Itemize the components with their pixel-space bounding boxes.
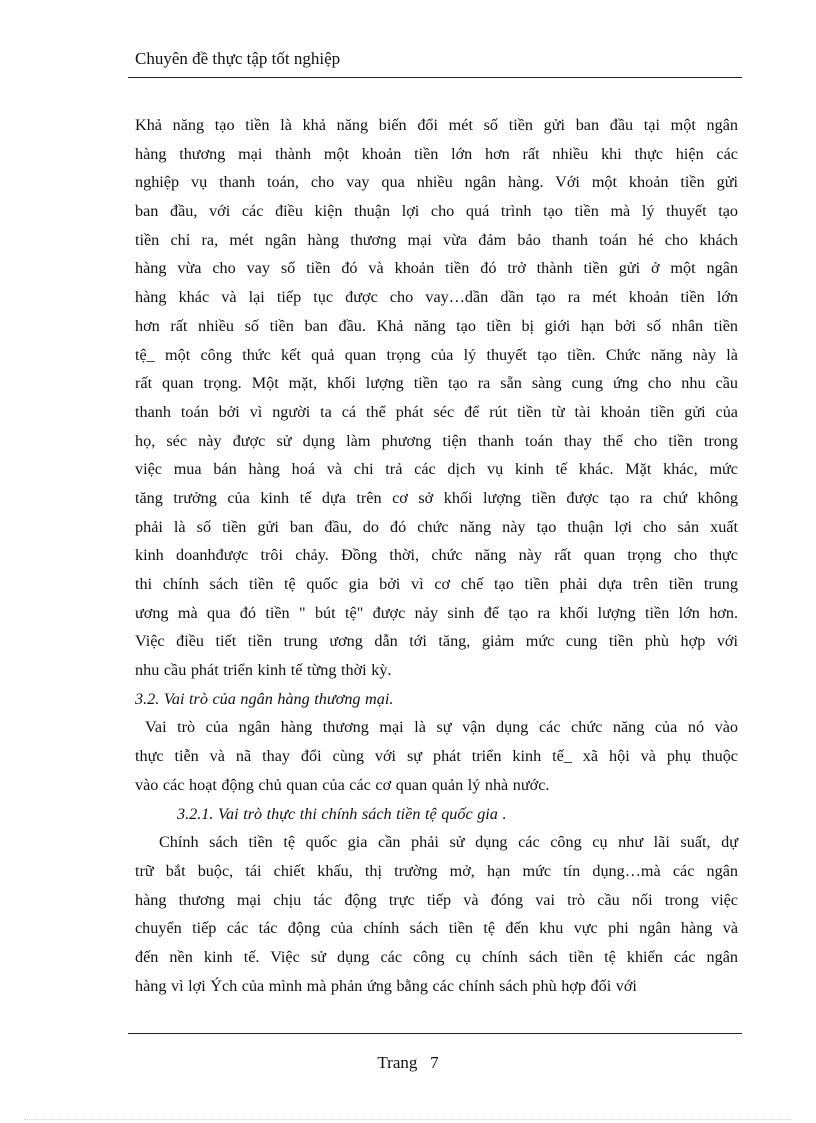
subsection-heading: 3.2.1. Vai trò thực thi chính sách tiền tệ quốc gia . [177,804,507,823]
page-bottom-edge [24,1119,792,1120]
page-number: 7 [430,1053,439,1072]
text-line: hàng khác và lại tiếp tục được cho vay…dần dần tạo ra mét khoản tiền lớn [135,288,738,307]
text-line: đến nền kinh tế. Việc sử dụng các công cụ chính sách tiền tệ khiến các ngân [135,947,738,966]
text-line: vào các hoạt động chủ quan của các cơ quan quản lý nhà nước. [135,775,550,794]
text-line: hàng vì lợi Ých của mình mà phản ứng bằng các chính sách phù hợp đối với [135,976,637,995]
footer-divider [128,1033,742,1034]
text-line: thi chính sách tiền tệ quốc gia bởi vì cơ chế tạo tiền phải dựa trên tiền trung [135,575,738,593]
text-line: thực tiễn và nã thay đổi cùng với sự phát triển kinh tế_ xã hội và phụ thuộc [135,747,738,766]
text-line: Chính sách tiền tệ quốc gia cần phải sử dụng các công cụ như lãi suất, dự [159,833,738,852]
text-line: nghiệp vụ thanh toán, cho vay qua nhiều ngân hàng. Với một khoản tiền gửi [135,173,738,192]
page-header-title: Chuyên đề thực tập tốt nghiệp [135,49,341,68]
text-line: ương mà qua đó tiền " bút tệ" được nảy sinh để tạo ra khối lượng tiền lớn hơn. [135,603,738,622]
text-line: kinh doanhđược trôi chảy. Đồng thời, chức năng này rất quan trọng cho thực [135,546,738,565]
text-line: Việc điều tiết tiền trung ương dẫn tới tăng, giảm mức cung tiền phù hợp với [135,632,738,651]
text-line: Vai trò của ngân hàng thương mại là sự vận dụng các chức năng của nó vào [145,718,738,737]
text-line: họ, séc này được sử dụng làm phương tiện thanh toán thay thế cho tiền trong [135,431,738,450]
text-line: chuyển tiếp các tác động của chính sách tiền tệ đến khu vực phi ngân hàng và [135,919,738,938]
text-line: hơn rất nhiều số tiền ban đầu. Khả năng tạo tiền bị giới hạn bởi số nhân tiền [135,316,738,335]
text-line: trữ bắt buộc, tái chiết khấu, thị trường mở, hạn mức tín dụng…mà các ngân [135,861,738,880]
text-line: tệ_ một công thức kết quả quan trọng của lý thuyết tạo tiền. Chức năng này là [135,345,738,364]
text-line: tiền chỉ ra, mét ngân hàng thương mại vừa đảm bảo thanh toán hé cho khách [135,230,738,249]
page-number-footer [0,1053,816,1073]
text-line: nhu cầu phát triển kinh tế từng thời kỳ. [135,661,392,680]
text-line: ban đầu, với các điều kiện thuận lợi cho quá trình tạo tiền mà lý thuyết tạo [135,202,738,221]
page-label: Trang [377,1053,418,1072]
text-line: thanh toán bởi vì người ta cá thể phát séc để rút tiền từ tài khoản tiền gửi của [135,402,738,421]
text-line: tăng trưởng của kinh tế dựa trên cơ sở khối lượng tiền được tạo ra chứ không [135,488,738,507]
text-line: rất quan trọng. Một mặt, khối lượng tiền tạo ra sẵn sàng cung ứng cho nhu cầu [135,374,738,393]
text-line: hàng vừa cho vay số tiền đó và khoản tiền đó trở thành tiền gửi ở một ngân [135,259,738,278]
text-line: hàng thương mại thành một khoản tiền lớn hơn rất nhiều khi thực hiện các [135,144,738,163]
text-line: Khả năng tạo tiền là khả năng biến đổi mét số tiền gửi ban đầu tại một ngân [135,116,738,134]
header-divider [128,77,742,78]
text-line: phải là số tiền gửi ban đầu, do đó chức năng này tạo thuận lợi cho sản xuất [135,517,738,536]
section-heading: 3.2. Vai trò của ngân hàng thương mại. [135,689,394,708]
text-line: việc mua bán hàng hoá và chi trả các dịch vụ kinh tế khác. Mặt khác, mức [135,460,738,479]
page-body [135,111,738,1000]
text-line: hàng thương mại chịu tác động trực tiếp và đóng vai trò cầu nối trong việc [135,890,738,909]
